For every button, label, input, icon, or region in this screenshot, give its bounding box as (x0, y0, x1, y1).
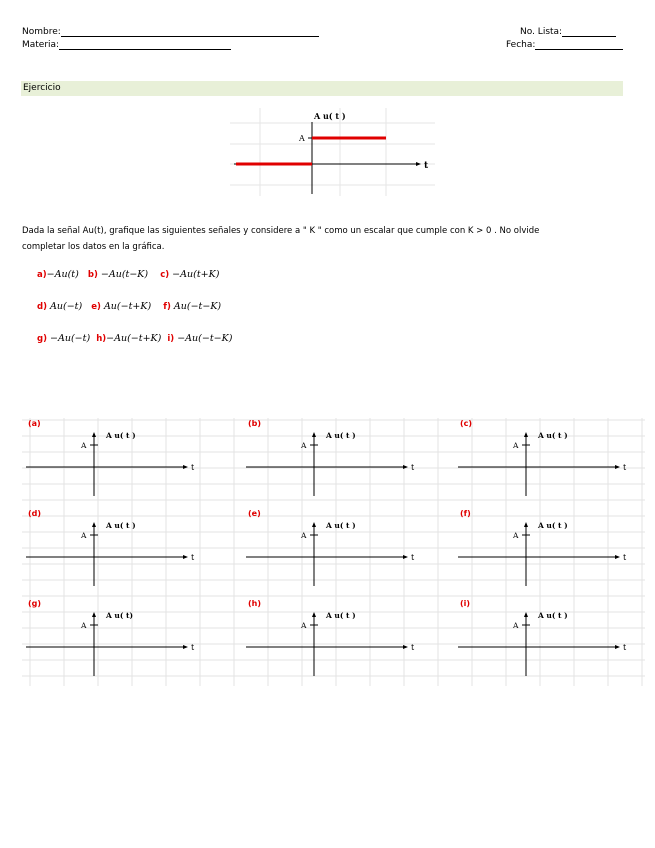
answer-level-label: A (81, 531, 87, 540)
operations-row-2 (37, 301, 221, 312)
answer-y-arrow (312, 522, 316, 527)
answer-x-arrow (403, 645, 408, 649)
section-band (21, 81, 623, 96)
fecha-line[interactable] (535, 40, 623, 50)
answer-plot-label: (i) (460, 599, 471, 608)
answer-y-arrow (92, 522, 96, 527)
answer-level-label: A (301, 621, 307, 630)
answer-x-arrow (183, 645, 188, 649)
answer-axis-label: t (623, 463, 627, 472)
op-label-c: c) (160, 270, 170, 280)
answer-x-arrow (403, 555, 408, 559)
op-expr-g: −Au(−t) (50, 333, 91, 344)
lista-label: No. Lista: (520, 27, 563, 37)
answer-plot[interactable] (246, 599, 415, 676)
answer-level-label: A (301, 531, 307, 540)
nombre-field[interactable] (22, 27, 319, 37)
op-expr-d: Au(−t) (50, 301, 83, 312)
lista-field[interactable] (520, 27, 616, 37)
instructions-line-1: Dada la señal Au(t), grafique las siguientes señales y considere a " K " como un escalar que cumple con K > 0 . No olvide (22, 226, 540, 236)
answer-level-label: A (513, 531, 519, 540)
op-label-f: f) (163, 302, 171, 312)
instructions-line-2: completar los datos en la gráfica. (22, 242, 165, 252)
answer-plot-label: (c) (460, 419, 473, 428)
answer-plot-label: (g) (28, 599, 42, 608)
answer-y-arrow (92, 612, 96, 617)
answer-grid-lines (22, 418, 645, 686)
answer-x-arrow (615, 645, 620, 649)
answer-level-label: A (513, 441, 519, 450)
answer-level-label: A (513, 621, 519, 630)
op-label-b: b) (87, 270, 98, 280)
answer-plot-label: (f) (460, 509, 471, 518)
answer-level-label: A (81, 621, 87, 630)
fecha-label: Fecha: (506, 40, 536, 50)
answer-axis-label: t (191, 643, 195, 652)
answer-ylabel: A u( t ) (106, 431, 136, 440)
example-ylabel: A u( t ) (314, 111, 346, 121)
answer-x-arrow (183, 555, 188, 559)
example-grid (230, 108, 435, 196)
answer-y-arrow (524, 432, 528, 437)
operations-row-1 (37, 269, 219, 280)
answer-y-arrow (312, 612, 316, 617)
answer-plot-label: (h) (248, 599, 262, 608)
answer-y-arrow (92, 432, 96, 437)
operations-row-3 (37, 333, 232, 344)
answer-plot-label: (e) (248, 509, 261, 518)
op-expr-a: −Au(t) (46, 269, 79, 280)
op-expr-i: −Au(−t−K) (177, 333, 233, 344)
answer-y-arrow (524, 522, 528, 527)
op-expr-c: −Au(t+K) (172, 269, 220, 280)
answer-level-label: A (81, 441, 87, 450)
answer-plot-label: (b) (248, 419, 262, 428)
answer-level-label: A (301, 441, 307, 450)
example-plot (230, 108, 435, 196)
fecha-field[interactable] (506, 40, 623, 50)
answer-ylabel: A u( t ) (326, 521, 356, 530)
op-label-i: i) (167, 334, 175, 344)
op-label-d: d) (37, 302, 47, 312)
example-level-label: A (299, 134, 305, 143)
op-expr-h: −Au(−t+K) (106, 333, 162, 344)
answer-axis-label: t (191, 553, 195, 562)
example-x-arrow (416, 162, 421, 166)
section-title: Ejercicio (23, 83, 61, 93)
nombre-line[interactable] (61, 27, 319, 37)
answer-axis-label: t (623, 553, 627, 562)
materia-field[interactable] (22, 40, 231, 50)
op-label-g: g) (37, 334, 47, 344)
answer-ylabel: A u( t ) (106, 521, 136, 530)
answer-ylabel: A u( t ) (326, 611, 356, 620)
answer-ylabel: A u( t ) (538, 431, 568, 440)
answer-grid (0, 414, 655, 689)
answer-axis-label: t (411, 463, 415, 472)
answer-ylabel: A u( t ) (538, 611, 568, 620)
answer-x-arrow (615, 555, 620, 559)
answer-plot[interactable] (458, 599, 627, 676)
answer-ylabel: A u( t) (106, 611, 134, 620)
materia-label: Materia: (22, 40, 60, 50)
op-label-a: a) (37, 270, 47, 280)
op-expr-b: −Au(t−K) (100, 269, 149, 280)
op-expr-f: Au(−t−K) (173, 301, 222, 312)
op-expr-e: Au(−t+K) (103, 301, 152, 312)
answer-ylabel: A u( t ) (326, 431, 356, 440)
materia-line[interactable] (59, 40, 231, 50)
answer-ylabel: A u( t ) (538, 521, 568, 530)
instructions (22, 223, 622, 255)
answer-axis-label: t (191, 463, 195, 472)
answer-y-arrow (312, 432, 316, 437)
answer-axis-label: t (411, 643, 415, 652)
nombre-label: Nombre: (22, 27, 61, 37)
answer-plot-label: (d) (28, 509, 42, 518)
answer-plot[interactable] (26, 599, 195, 676)
answer-axis-label: t (623, 643, 627, 652)
op-label-h: h) (96, 334, 107, 344)
example-axis-label: t (424, 161, 429, 171)
op-label-e: e) (91, 302, 101, 312)
answer-plot-label: (a) (28, 419, 41, 428)
lista-line[interactable] (562, 27, 616, 37)
answer-y-arrow (524, 612, 528, 617)
answer-axis-label: t (411, 553, 415, 562)
